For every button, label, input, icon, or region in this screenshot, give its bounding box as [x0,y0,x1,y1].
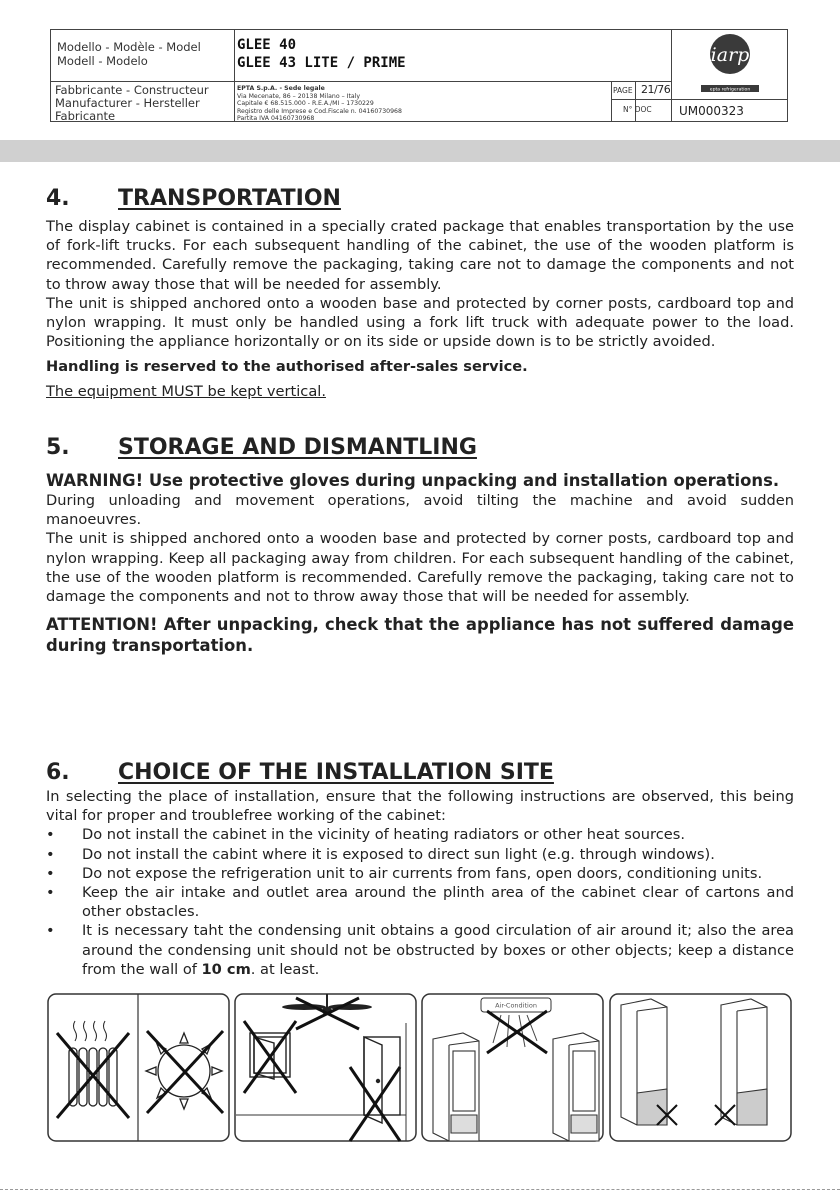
header-band [0,140,840,162]
section-installation-site [46,760,794,785]
address-line: Partita IVA 04160730968 [237,115,315,123]
air-current-illustration [234,993,417,1143]
manufacturer-label: Fabbricante - Constructeur Manufacturer - Hersteller Fabricante [55,83,209,123]
section-heading: 4. TRANSPORTATION [46,186,341,211]
page-label: PAGE [613,86,633,95]
address-line: Capitale € 68.515.000 - R.E.A./MI – 1730229 [237,100,374,108]
list-item: • Do not expose the refrigeration unit to air currents from fans, open doors, conditioning units. [46,864,794,883]
page-number: 21/76 [641,83,671,96]
attention-text: ATTENTION! After unpacking, check that the appliance has not suffered damage during transportation. [46,615,794,656]
paragraph: The unit is shipped anchored onto a wooden base and protected by corner posts, cardboard top and nylon wrapping. Keep all packaging away from children. For each subsequent handling of the cabinet, the use of the wooden platform is recommended. Carefully remove the packaging, taking care not to damage the components and not to throw away those that will be needed for assembly. [46,530,794,606]
section-transportation [46,186,794,211]
paragraph: In selecting the place of installation, ensure that the following instructions are observed, this being vital for proper and troublefree working of the cabinet: [46,788,794,825]
air-condition-label: Air-Condition [495,1001,537,1010]
plinth-clearance-illustration [609,993,792,1143]
list-item: • Keep the air intake and outlet area around the plinth area of the cabinet clear of cartons and other obstacles. [46,883,794,921]
model-label: Modello - Modèle - Model Modell - Modelo [57,40,201,68]
model-name-line1: GLEE 40 [237,37,297,53]
display-cabinet-icon [553,1033,599,1141]
list-item: • Do not install the cabint where it is exposed to direct sun light (e.g. through windows). [46,845,794,864]
address-line: Registro delle Imprese e Cod.Fiscale n. 04160730968 [237,107,402,115]
underlined-note: The equipment MUST be kept vertical. [46,382,326,400]
logo-subtext: epta refrigeration [709,87,751,93]
iarp-logo [673,32,787,98]
display-cabinet-icon [433,1033,479,1141]
air-conditioner-illustration [421,993,604,1143]
logo-text: iarp [710,44,750,66]
paragraph: During unloading and movement operations, avoid tilting the machine and avoid sudden manoeuvres. [46,492,794,529]
doc-number: UM000323 [679,104,744,118]
paragraph: The unit is shipped anchored onto a wooden base and protected by corner posts, cardboard top and nylon wrapping. It must only be handled using a fork lift truck with adequate power to the load. Positioning the appliance horizontally or on its side or upside down is to be strictly avoided. [46,294,794,351]
page-footer-line [0,1189,840,1191]
display-cabinet-icon [721,999,767,1125]
instruction-list [46,825,794,979]
company-name: EPTA S.p.A. - Sede legale [237,85,325,92]
list-item: • It is necessary taht the condensing unit obtains a good circulation of air around it; also the area around the condensing unit should not be obstructed by boxes or other objects; keep a distance from the wall of 10 cm. at least. [46,921,794,979]
list-item: • Do not install the cabinet in the vicinity of heating radiators or other heat sources. [46,825,794,844]
address-line: Via Mecenate, 86 – 20138 Milano – Italy [237,92,361,100]
document-header [50,29,788,122]
installation-illustrations [47,993,793,1143]
section-storage [46,435,794,460]
paragraph: The display cabinet is contained in a specially crated package that enables transportation by the use of fork-lift trucks. For each subsequent handling of the cabinet, the use of the wooden platform is recommended. Carefully remove the packaging, taking care not to damage the components and not to throw away those that will be needed for assembly. [46,218,794,293]
display-cabinet-icon [621,999,667,1125]
section-heading: 5. STORAGE AND DISMANTLING [46,435,477,460]
model-name-line2: GLEE 43 LITE / PRIME [237,55,406,71]
section-heading: 6. CHOICE OF THE INSTALLATION SITE [46,760,554,785]
doc-label: N° DOC [623,105,652,114]
bold-note: Handling is reserved to the authorised after-sales service. [46,358,528,376]
warning-text: WARNING! Use protective gloves during unpacking and installation operations. [46,471,780,490]
heat-source-illustration [47,993,230,1143]
